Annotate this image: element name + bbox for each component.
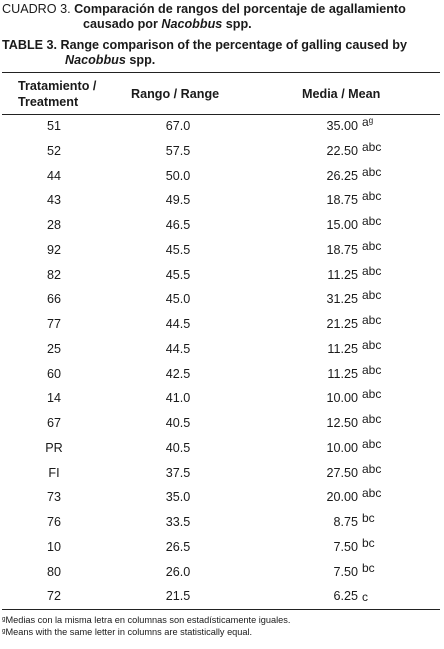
table-row xyxy=(0,287,444,312)
header-range: Rango / Range xyxy=(131,87,220,101)
caption-english-line1: Range comparison of the percentage of galling caused by xyxy=(60,38,407,52)
table-row xyxy=(0,461,444,486)
cell-mean: 22.50 xyxy=(326,143,358,158)
cell-letters: abc xyxy=(362,313,382,327)
cell-treatment: 82 xyxy=(46,267,61,282)
cell-treatment: 51 xyxy=(46,119,61,133)
caption-spanish-line1: Comparación de rangos del porcentaje de agallamiento xyxy=(74,2,406,16)
cell-range: 44.5 xyxy=(165,317,191,331)
cell-letters: aᵍ xyxy=(362,115,374,129)
footnote-spanish: ᵍMedias con la misma letra en columnas son estadísticamente iguales. xyxy=(2,615,291,625)
table-row xyxy=(0,362,444,387)
cell-mean: 27.50 xyxy=(326,465,358,480)
cell-treatment: 77 xyxy=(46,317,61,331)
table-body xyxy=(0,114,444,609)
table-row xyxy=(0,164,444,189)
table-row xyxy=(0,560,444,585)
cell-treatment: 92 xyxy=(46,242,61,257)
cell-mean: 10.00 xyxy=(326,440,358,455)
cell-range: 44.5 xyxy=(165,341,191,356)
cell-mean: 11.25 xyxy=(327,366,358,381)
cell-mean: 11.25 xyxy=(327,267,358,282)
table-row xyxy=(0,263,444,288)
caption-english-line2 xyxy=(2,53,442,68)
cell-letters: abc xyxy=(362,436,382,451)
caption-spanish-label: CUADRO 3. xyxy=(2,2,71,16)
cell-mean: 35.00 xyxy=(326,119,358,133)
cell-treatment: 80 xyxy=(46,564,61,579)
cell-mean: 31.25 xyxy=(326,292,358,307)
cell-range: 49.5 xyxy=(165,193,191,208)
cell-treatment: 60 xyxy=(46,366,61,381)
table-bottom-rule xyxy=(2,609,440,610)
cell-letters: abc xyxy=(362,189,382,204)
cell-letters: c xyxy=(362,590,368,605)
caption-spanish-line2 xyxy=(2,17,442,32)
cell-range: 37.5 xyxy=(165,465,191,480)
header-mean: Media / Mean xyxy=(302,87,381,101)
cell-range: 41.0 xyxy=(165,391,191,406)
cell-treatment: 14 xyxy=(46,391,61,406)
cell-range: 45.5 xyxy=(165,267,191,282)
caption-spanish-line2-post: spp. xyxy=(222,17,252,31)
cell-range: 21.5 xyxy=(165,589,191,604)
cell-range: 33.5 xyxy=(165,515,191,529)
cell-letters: abc xyxy=(362,412,382,426)
cell-letters: abc xyxy=(362,337,382,352)
table-row xyxy=(0,510,444,535)
cell-treatment: 73 xyxy=(46,490,61,505)
cell-range: 40.5 xyxy=(165,440,191,455)
cell-mean: 12.50 xyxy=(326,416,358,430)
cell-range: 35.0 xyxy=(165,490,191,505)
cell-range: 26.5 xyxy=(165,539,191,554)
header-treatment-line1: Tratamiento / xyxy=(18,79,97,93)
cell-letters: abc xyxy=(362,461,382,476)
table-row xyxy=(0,188,444,213)
cell-mean: 7.50 xyxy=(333,539,358,554)
cell-letters: abc xyxy=(362,214,382,228)
table-row xyxy=(0,114,444,139)
table-row xyxy=(0,411,444,436)
cell-treatment: 25 xyxy=(46,341,61,356)
cell-range: 40.5 xyxy=(165,416,191,430)
cell-treatment: 44 xyxy=(46,168,61,183)
cell-range: 45.0 xyxy=(165,292,191,307)
table-row xyxy=(0,386,444,411)
cell-treatment: 10 xyxy=(46,539,61,554)
cell-treatment: FI xyxy=(48,465,60,480)
caption-english-line2-post: spp. xyxy=(125,53,156,67)
table-row xyxy=(0,312,444,337)
table-top-rule xyxy=(2,72,440,73)
cell-letters: bc xyxy=(362,535,375,550)
footnote-english: ᵍMeans with the same letter in columns are statistically equal. xyxy=(2,627,253,637)
cell-mean: 26.25 xyxy=(326,168,358,183)
cell-letters: abc xyxy=(362,263,382,278)
cell-mean: 18.75 xyxy=(326,193,358,208)
cell-letters: abc xyxy=(362,288,382,303)
cell-range: 45.5 xyxy=(165,242,191,257)
cell-letters: abc xyxy=(362,238,382,253)
caption-spanish xyxy=(2,2,442,32)
table-row xyxy=(0,139,444,164)
cell-mean: 6.25 xyxy=(333,589,358,604)
cell-mean: 8.75 xyxy=(333,515,358,529)
cell-letters: abc xyxy=(362,486,382,501)
cell-treatment: 67 xyxy=(46,416,61,430)
cell-letters: abc xyxy=(362,139,382,154)
cell-letters: bc xyxy=(362,511,375,525)
cell-mean: 18.75 xyxy=(326,242,358,257)
caption-spanish-line2-pre: causado por xyxy=(83,17,162,31)
cell-treatment: 76 xyxy=(46,515,61,529)
caption-english-genus: Nacobbus xyxy=(65,53,126,67)
cell-range: 46.5 xyxy=(165,218,191,232)
table-row xyxy=(0,337,444,362)
caption-english xyxy=(2,38,442,68)
cell-range: 42.5 xyxy=(165,366,191,381)
cell-letters: abc xyxy=(362,164,382,179)
cell-treatment: 43 xyxy=(46,193,61,208)
cell-letters: bc xyxy=(362,560,375,575)
cell-mean: 7.50 xyxy=(333,564,358,579)
cell-treatment: 52 xyxy=(46,143,61,158)
cell-letters: abc xyxy=(362,387,382,402)
cell-letters: abc xyxy=(362,362,382,377)
header-treatment xyxy=(18,78,96,110)
cell-mean: 15.00 xyxy=(326,218,358,232)
cell-mean: 10.00 xyxy=(326,391,358,406)
cell-range: 57.5 xyxy=(165,143,191,158)
table-row xyxy=(0,535,444,560)
cell-mean: 11.25 xyxy=(327,341,358,356)
table-row xyxy=(0,485,444,510)
caption-english-label: TABLE 3. xyxy=(2,38,58,52)
table-row xyxy=(0,213,444,238)
cell-range: 26.0 xyxy=(165,564,191,579)
cell-mean: 21.25 xyxy=(326,317,358,331)
caption-spanish-genus: Nacobbus xyxy=(161,17,223,31)
cell-treatment: PR xyxy=(45,440,63,455)
cell-mean: 20.00 xyxy=(326,490,358,505)
cell-range: 67.0 xyxy=(165,119,191,133)
table-row xyxy=(0,584,444,609)
header-treatment-line2: Treatment xyxy=(18,95,79,109)
cell-range: 50.0 xyxy=(165,168,191,183)
cell-treatment: 66 xyxy=(46,292,61,307)
cell-treatment: 72 xyxy=(46,589,61,604)
cell-treatment: 28 xyxy=(46,218,61,232)
table-row xyxy=(0,238,444,263)
table-row xyxy=(0,436,444,461)
